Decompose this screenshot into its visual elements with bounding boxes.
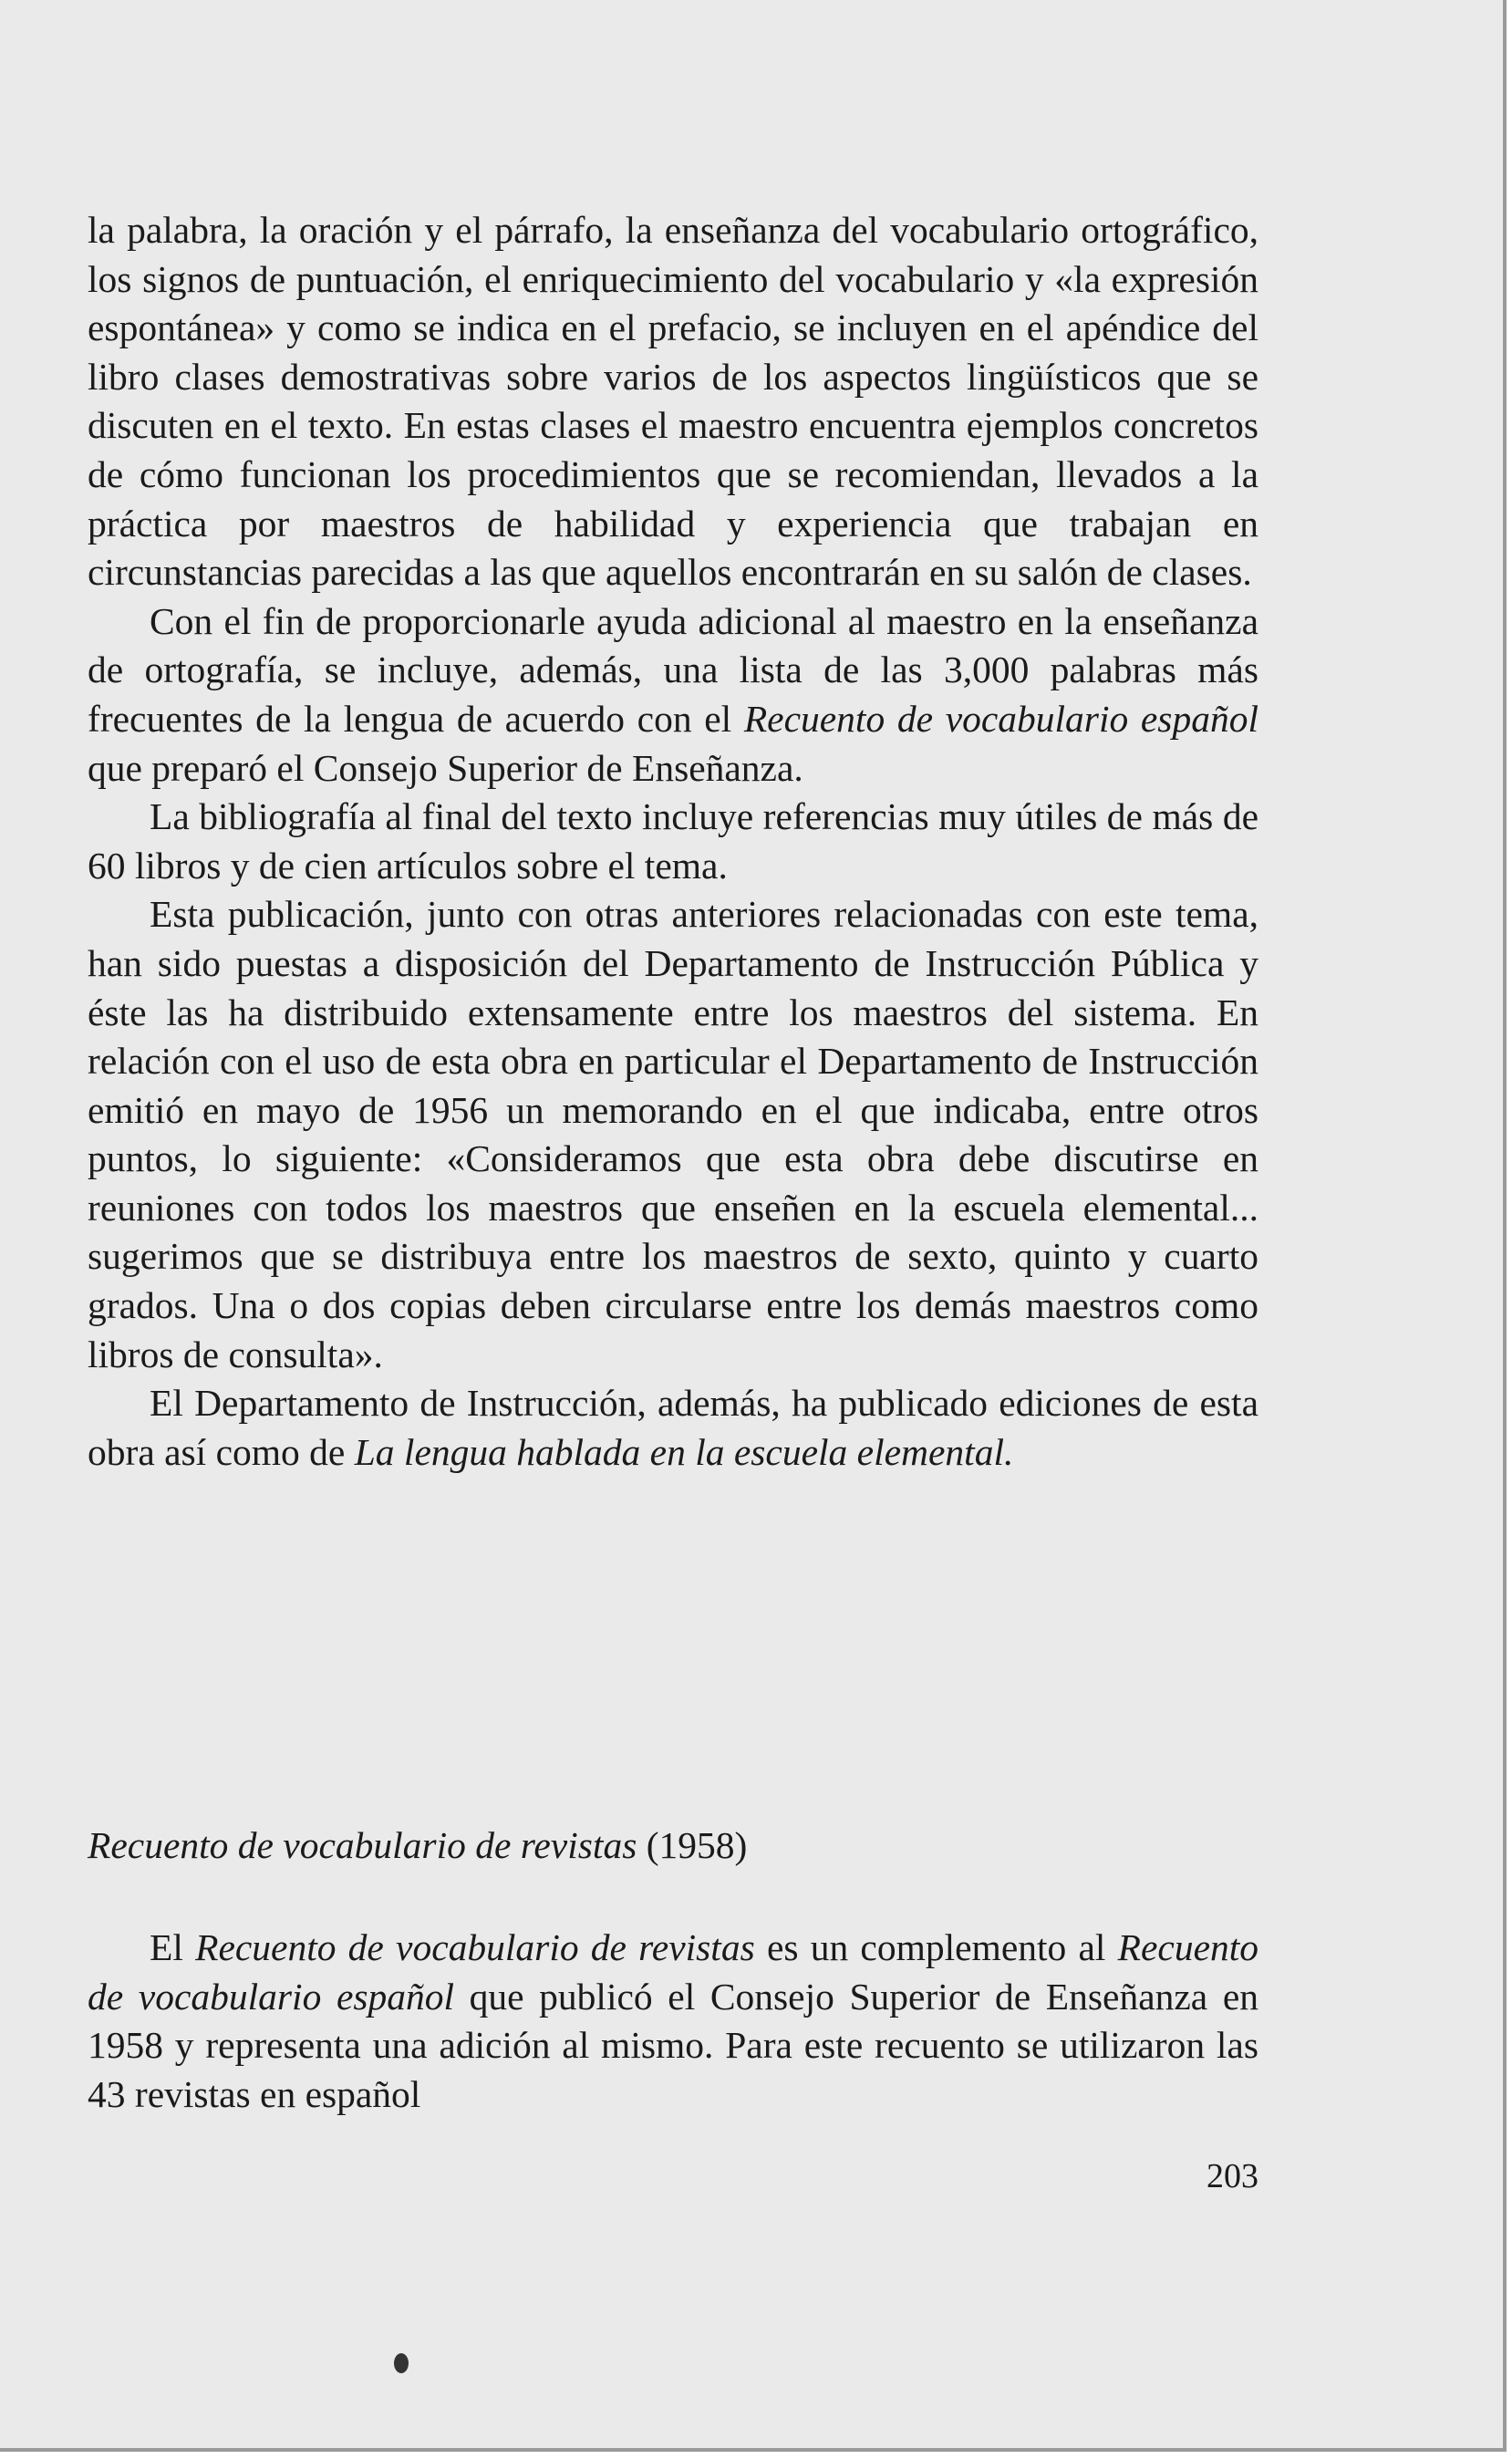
paragraph-6-tail: que publicó el Consejo Superior de Enseñanza en 1958 y representa una adición al mismo. Para este recuento se utilizaron las 43 revistas en español bbox=[88, 1975, 1258, 2115]
paragraph-5-text: El Departamento de Instrucción, además, ha publicado ediciones de esta obra así como de bbox=[88, 1382, 1258, 1473]
paragraph-2-tail: que preparó el Consejo Superior de Enseñanza. bbox=[88, 746, 803, 789]
paragraph-1: la palabra, la oración y el párrafo, la enseñanza del vocabulario ortográfico, los signos de puntuación, el enriquecimiento del vocabulario y «la expresión espontánea» y como se indica en el prefacio, se incluyen en el apéndice del libro clases demostrativas sobre varios de los aspectos lingüísticos que se discuten en el texto. En estas clases el maestro encuentra ejemplos concretos de cómo funcionan los procedimientos que se recomiendan, llevados a la práctica por maestros de habilidad y experiencia que trabajan en circunstancias parecidas a las que aquellos encontrarán en su salón de clases. bbox=[88, 209, 1258, 594]
paragraph-6-title-2: Recuento de vocabulario español bbox=[88, 1926, 1259, 2018]
paragraph-5-title: La lengua hablada en la escuela elemental. bbox=[354, 1430, 1014, 1473]
paragraph-2-title: Recuento de vocabulario español bbox=[743, 697, 1258, 740]
section-heading-year: (1958) bbox=[646, 1824, 748, 1866]
paragraph-6-title-1: Recuento de vocabulario de revistas bbox=[195, 1926, 755, 1968]
paragraph-6 bbox=[88, 1924, 1258, 2119]
section-heading bbox=[88, 1821, 1258, 1871]
paragraph-5 bbox=[88, 1379, 1258, 1477]
page-number: 203 bbox=[1206, 2157, 1258, 2195]
ink-speck bbox=[394, 2353, 409, 2373]
section-body-text bbox=[88, 1924, 1258, 2119]
paragraph-6-lead: El bbox=[150, 1926, 183, 1968]
paragraph-3: La bibliografía al final del texto incluye referencias muy útiles de más de 60 libros y de cien artículos sobre el tema. bbox=[88, 795, 1258, 887]
paragraph-4: Esta publicación, junto con otras anteriores relacionadas con este tema, han sido puestas a disposición del Departamento de Instrucción Pública y éste las ha distribuido extensamente entre los maestros del sistema. En relación con el uso de esta obra en particular el Departamento de Instrucción emitió en mayo de 1956 un memorando en el que indicaba, entre otros puntos, lo siguiente: «Consideramos que esta obra debe discutirse en reuniones con todos los maestros que enseñen en la escuela elemental... sugerimos que se distribuya entre los maestros de sexto, quinto y cuarto grados. Una o dos copias deben circularse entre los demás maestros como libros de consulta». bbox=[88, 893, 1258, 1375]
paragraph-6-mid: es un complemento al bbox=[766, 1926, 1106, 1968]
paragraph-2-text: Con el fin de proporcionarle ayuda adicional al maestro en la enseñanza de ortografía, se incluye, además, una lista de las 3,000 palabras más frecuentes de la lengua de acuerdo con el bbox=[88, 599, 1258, 740]
paragraph-2 bbox=[88, 597, 1258, 793]
body-text bbox=[88, 206, 1258, 1477]
section-heading-title: Recuento de vocabulario de revistas bbox=[88, 1824, 637, 1866]
